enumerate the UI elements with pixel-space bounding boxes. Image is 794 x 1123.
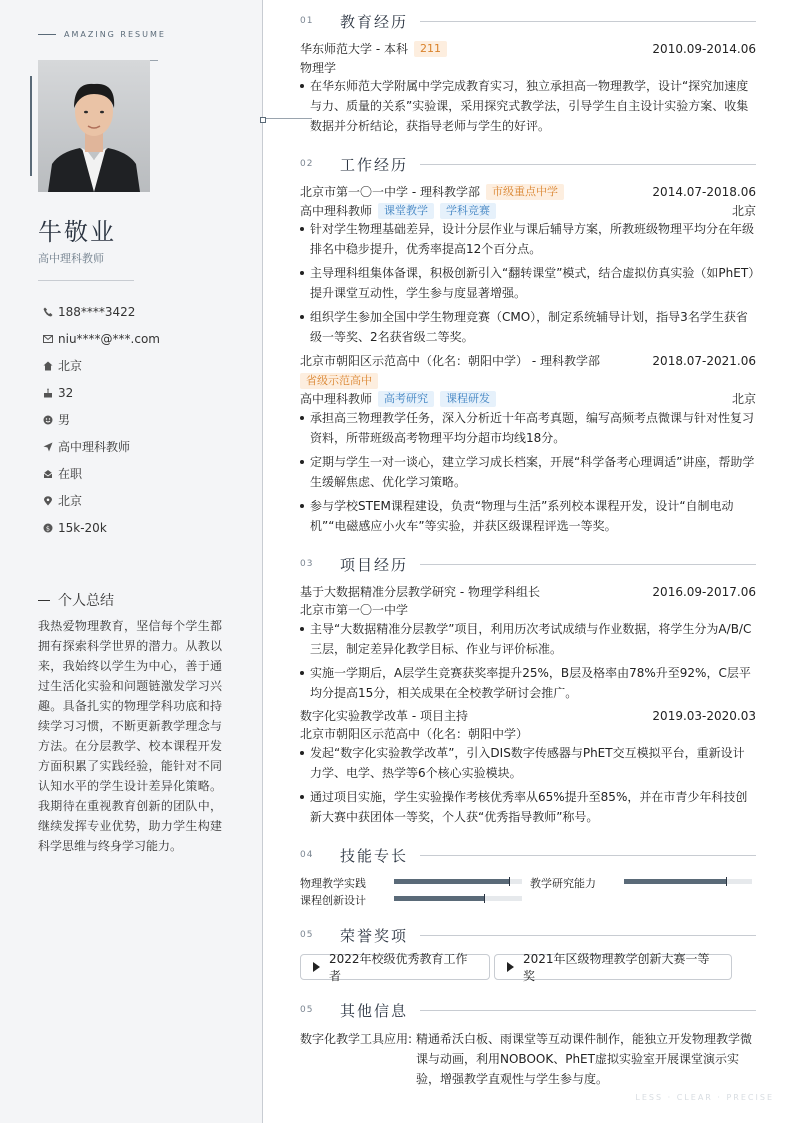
brand-text: AMAZING RESUME <box>64 30 166 39</box>
work-tag: 省级示范高中 <box>300 373 378 389</box>
work-header <box>300 183 756 200</box>
project-name: 基于大数据精准分层教学研究 - 物理学科组长 <box>300 585 540 599</box>
summary-text: 我热爱物理教育，坚信每个学生都拥有探索科学世界的潜力。从教以来，我始终以学生为中心，善于通过生活化实验和问题链激发学习兴趣。具备扎实的物理学科功底和持续学习习惯，不断更新教学理念与方法。在分层教学、校本课程开发方面积累了实践经验，能针对不同认知水平的学生设计差异化策略。我期待在重视教育创新的团队中，继续发挥专业优势，助力学生构建科学思维与终身学习能力。 <box>38 619 222 853</box>
contact-target-role <box>38 433 160 460</box>
skill-bar-marker <box>509 877 510 886</box>
contact-residence <box>38 352 160 379</box>
contact-text: 北京 <box>58 494 83 508</box>
face-icon <box>38 415 58 425</box>
skill-bar-marker <box>484 894 485 903</box>
work-city: 北京 <box>731 392 756 406</box>
section-skills <box>300 845 756 865</box>
skill-bar <box>394 879 522 884</box>
work-date: 2018.07-2021.06 <box>652 353 756 368</box>
section-number: 05 <box>300 1005 314 1015</box>
education-major: 物理学 <box>300 61 337 75</box>
education-bullets <box>300 76 756 140</box>
work-bullets <box>300 219 756 351</box>
section-number: 01 <box>300 16 314 26</box>
candidate-role: 高中理科教师 <box>38 252 104 265</box>
sidebar-divider <box>38 280 134 281</box>
summary-title-text: 个人总结 <box>58 593 114 609</box>
skill-bar-fill <box>394 879 509 884</box>
section-title: 荣誉奖项 <box>340 926 409 945</box>
work-header <box>300 352 756 369</box>
skill-name: 课程创新设计 <box>300 894 366 907</box>
play-icon <box>507 962 514 972</box>
honor-text: 2022年校级优秀教育工作者 <box>329 952 468 983</box>
other-label: 数字化教学工具应用: <box>300 1032 413 1046</box>
work-tag-row <box>300 373 756 389</box>
project-org-row <box>300 601 756 618</box>
play-icon <box>313 962 320 972</box>
phone-icon <box>38 307 58 317</box>
home-icon <box>38 361 58 371</box>
section-number: 02 <box>300 159 314 169</box>
contact-text: 32 <box>58 385 74 400</box>
bullet-item: 实施一学期后，A层学生竞赛获奖率提升25%，B层及格率由78%升至92%，C层平均分提高15分，相关成果在全校教学研讨会推广。 <box>300 663 756 703</box>
section-title: 工作经历 <box>340 155 409 174</box>
money-icon <box>38 523 58 533</box>
work-org: 北京市第一〇一中学 - 理科教学部 <box>300 185 480 199</box>
skill-item <box>530 875 596 891</box>
bullet-item: 通过项目实施，学生实验操作考核优秀率从65%提升至85%，并在市青少年科技创新大赛中获团体一等奖，个人获“优秀指导教师”称号。 <box>300 787 756 827</box>
section-number: 05 <box>300 930 314 940</box>
contact-status <box>38 460 160 487</box>
section-number: 04 <box>300 850 314 860</box>
contact-list <box>38 298 160 541</box>
section-rule <box>420 855 756 856</box>
honor-item <box>494 952 732 983</box>
contact-text: 男 <box>58 413 71 427</box>
photo-frame-accent-left <box>30 76 32 176</box>
education-major-row <box>300 59 756 76</box>
project-bullets <box>300 743 756 831</box>
section-title: 教育经历 <box>340 12 409 31</box>
project-header <box>300 707 756 724</box>
project-name: 数字化实验教学改革 - 项目主持 <box>300 709 468 723</box>
brand <box>38 30 166 39</box>
avatar-photo <box>38 60 150 192</box>
section-education <box>300 11 756 31</box>
contact-text: 高中理科教师 <box>58 440 131 454</box>
avatar <box>38 60 150 192</box>
contact-text: 188****3422 <box>58 304 136 319</box>
section-rule <box>420 1010 756 1011</box>
section-title: 技能专长 <box>340 846 409 865</box>
project-header <box>300 583 756 600</box>
education-school: 华东师范大学 - 本科 <box>300 42 408 56</box>
project-date: 2016.09-2017.06 <box>652 584 756 599</box>
bullet-item: 定期与学生一对一谈心，建立学习成长档案，开展“科学备考心理调适”讲座，帮助学生缓解焦虑、优化学习策略。 <box>300 452 756 492</box>
connector-marker <box>260 117 266 123</box>
candidate-name: 牛敬业 <box>38 218 116 246</box>
education-tag: 211 <box>414 41 447 57</box>
project-org: 北京市第一〇一中学 <box>300 603 409 617</box>
bullet-item: 针对学生物理基础差异，设计分层作业与课后辅导方案，所教班级物理平均分在年级排名中稳步提升，优秀率提高12个百分点。 <box>300 219 756 259</box>
work-position: 高中理科教师 <box>300 204 373 218</box>
work-org: 北京市朝阳区示范高中（化名：朝阳中学） - 理科教学部 <box>300 354 600 368</box>
work-position-row <box>300 202 756 219</box>
footer-watermark: LESS · CLEAR · PRECISE <box>635 1093 774 1102</box>
location-icon <box>38 496 58 506</box>
skill-tag: 课程研发 <box>440 391 496 407</box>
mailbox-icon <box>38 469 58 479</box>
bullet-item: 承担高三物理教学任务，深入分析近十年高考真题，编写高频考点微课与针对性复习资料，所带班级高考物理平均分超市均线18分。 <box>300 408 756 448</box>
work-city: 北京 <box>731 204 756 218</box>
section-honors <box>300 925 756 945</box>
work-date: 2014.07-2018.06 <box>652 184 756 199</box>
contact-text: 北京 <box>58 359 83 373</box>
cake-icon <box>38 388 58 398</box>
svg-text:$: $ <box>45 523 51 532</box>
skill-tag: 高考研究 <box>378 391 434 407</box>
contact-salary <box>38 514 160 541</box>
section-other <box>300 1000 756 1020</box>
section-title: 其他信息 <box>340 1001 409 1020</box>
bullet-item: 参与学校STEM课程建设，负责“物理与生活”系列校本课程开发，设计“自制电动机”“电磁感应小火车”等实验，并获区级课程评选一等奖。 <box>300 496 756 536</box>
section-rule <box>420 21 756 22</box>
honor-item <box>300 952 490 983</box>
contact-city <box>38 487 160 514</box>
skill-name: 教学研究能力 <box>530 877 596 890</box>
skill-bar-fill <box>394 896 484 901</box>
project-org-row <box>300 725 756 742</box>
project-date: 2019.03-2020.03 <box>652 708 756 723</box>
skill-name: 物理教学实践 <box>300 877 366 890</box>
work-bullets <box>300 408 756 540</box>
section-rule <box>420 564 756 565</box>
skill-bar-marker <box>726 877 727 886</box>
brand-line <box>38 34 56 35</box>
bullet-item: 主导“大数据精准分层教学”项目，利用历次考试成绩与作业数据，将学生分为A/B/C三层，制定差异化教学目标、作业与评价标准。 <box>300 619 756 659</box>
summary-dash <box>38 600 50 601</box>
skill-tag: 课堂教学 <box>378 203 434 219</box>
skill-item <box>300 892 366 908</box>
skill-item <box>300 875 366 891</box>
education-header <box>300 40 756 57</box>
section-number: 03 <box>300 559 314 569</box>
section-rule <box>420 164 756 165</box>
section-rule <box>420 935 756 936</box>
summary-heading <box>38 590 114 610</box>
bullet-item: 发起“数字化实验教学改革”，引入DIS数字传感器与PhET交互模拟平台，重新设计力学、电学、热学等6个核心实验模块。 <box>300 743 756 783</box>
contact-phone <box>38 298 160 325</box>
work-position-row <box>300 390 756 407</box>
contact-age <box>38 379 160 406</box>
skill-bar <box>394 896 522 901</box>
project-org: 北京市朝阳区示范高中（化名：朝阳中学） <box>300 727 529 741</box>
bullet-item: 主导理科组集体备课，积极创新引入“翻转课堂”模式，结合虚拟仿真实验（如PhET）提升课堂互动性，学生参与度显著增强。 <box>300 263 756 303</box>
section-project <box>300 554 756 574</box>
skill-bar <box>624 879 752 884</box>
contact-text: 15k-20k <box>58 520 107 535</box>
contact-gender <box>38 406 160 433</box>
skill-bar-fill <box>624 879 726 884</box>
project-bullets <box>300 619 756 707</box>
other-text: 精通希沃白板、雨课堂等互动课件制作，能独立开发物理教学微课与动画，利用NOBOOK、PhET虚拟实验室开展课堂演示实验，增强教学直观性与学生参与度。 <box>416 1032 753 1086</box>
send-icon <box>38 442 58 452</box>
mail-icon <box>38 334 58 344</box>
bullet-item: 在华东师范大学附属中学完成教育实习，独立承担高一物理教学，设计“探究加速度与力、质量的关系”实验课，采用探究式教学法，引导学生自主设计实验方案、收集数据并分析结论，获指导老师与学生的好评。 <box>300 76 756 136</box>
skill-tag: 学科竞赛 <box>440 203 496 219</box>
honor-text: 2021年区级物理教学创新大赛一等奖 <box>523 952 710 983</box>
contact-email <box>38 325 160 352</box>
contact-text: 在职 <box>58 467 83 481</box>
work-position: 高中理科教师 <box>300 392 373 406</box>
section-title: 项目经历 <box>340 555 409 574</box>
work-tag: 市级重点中学 <box>486 184 564 200</box>
contact-text: niu****@***.com <box>58 331 160 346</box>
bullet-item: 组织学生参加全国中学生物理竞赛（CMO），制定系统辅导计划，指导3名学生获省级一等奖、2名获省级二等奖。 <box>300 307 756 347</box>
section-work <box>300 154 756 174</box>
education-date: 2010.09-2014.06 <box>652 41 756 56</box>
